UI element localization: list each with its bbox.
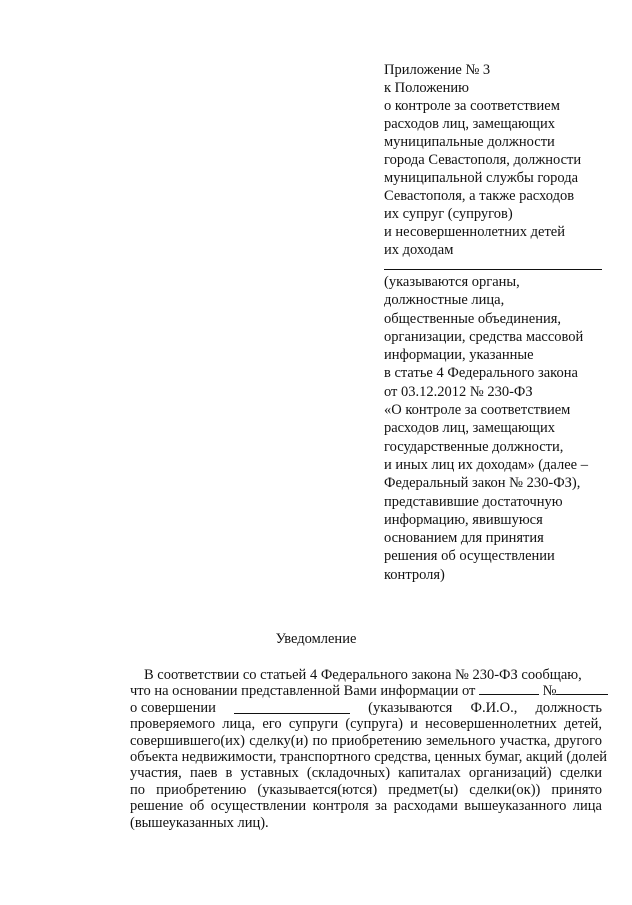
body-line: (вышеуказанных лиц). — [130, 814, 269, 831]
body-line: объекта недвижимости, транспортного средства, ценных бумаг, акций (долей — [130, 749, 608, 766]
number-blank — [556, 683, 608, 695]
addressee-line: в статье 4 Федерального закона — [384, 365, 578, 382]
addressee-line: основанием для принятия — [384, 530, 544, 547]
attachment-line: к Положению — [384, 80, 469, 96]
body-line: участия, паев в уставных (складочных) капиталах организаций) сделки — [130, 765, 602, 782]
addressee-line: контроля) — [384, 566, 445, 583]
deal-blank — [234, 702, 350, 714]
body-line — [130, 683, 602, 699]
attachment-line: муниципальной службы города — [384, 170, 579, 186]
attachment-line: Севастополя, а также расходов — [384, 188, 575, 204]
addressee-line: государственные должности, — [384, 438, 564, 455]
addressee-line: представившие достаточную — [384, 493, 563, 510]
addressee-line: организации, средства массовой — [384, 328, 584, 345]
body-text: должность — [535, 699, 602, 716]
attachment-line: города Севастополя, должности — [384, 152, 582, 168]
date-blank — [479, 683, 539, 695]
addressee-line: информацию, явившуюся — [384, 511, 543, 528]
number-sign: № — [542, 683, 557, 700]
attachment-line: Приложение № 3 — [384, 62, 491, 78]
body-line: В соответствии со статьей 4 Федерального закона № 230-ФЗ сообщаю, — [144, 667, 582, 683]
addressee-line: решения об осуществлении — [384, 548, 555, 565]
body-line: по приобретению (указывается(ются) предмет(ы) сделки(ок)) принято — [130, 781, 602, 798]
body-line — [130, 700, 602, 716]
addressee-line: общественные объединения, — [384, 310, 562, 327]
body-line: решение об осуществлении контроля за расходами вышеуказанного лица — [130, 798, 602, 815]
attachment-line: муниципальные должности — [384, 134, 555, 150]
addressee-line: от 03.12.2012 № 230-ФЗ — [384, 383, 533, 400]
body-line: совершившего(их) сделку(и) по приобретению земельного участка, другого — [130, 732, 602, 749]
addressee-line: информации, указанные — [384, 347, 534, 364]
body-line: проверяемого лица, его супруги (супруга) и несовершеннолетних детей, — [130, 716, 602, 733]
body-text: (указываются — [368, 699, 453, 716]
attachment-line: их супруг (супругов) — [384, 206, 513, 222]
attachment-line: их доходам — [384, 242, 454, 258]
attachment-line: и несовершеннолетних детей — [384, 224, 566, 240]
attachment-line: о контроле за соответствием — [384, 98, 560, 114]
addressee-line: (указываются органы, — [384, 274, 520, 290]
addressee-line: расходов лиц, замещающих — [384, 420, 555, 437]
document-title: Уведомление — [275, 631, 357, 647]
body-text: Ф.И.О., — [470, 699, 518, 716]
addressee-line: Федеральный закон № 230-ФЗ), — [384, 475, 581, 492]
addressee-line: должностные лица, — [384, 292, 505, 309]
body-text: что на основании представленной Вами информации от — [130, 683, 476, 700]
body-text: о совершении — [130, 699, 216, 716]
addressee-line: «О контроле за соответствием — [384, 402, 571, 419]
addressee-block — [384, 273, 620, 584]
addressee-blank-line — [384, 269, 602, 270]
attachment-line: расходов лиц, замещающих — [384, 116, 555, 132]
addressee-line: и иных лиц их доходам» (далее – — [384, 456, 588, 473]
notice-body — [130, 667, 608, 831]
attachment-header — [384, 61, 620, 259]
